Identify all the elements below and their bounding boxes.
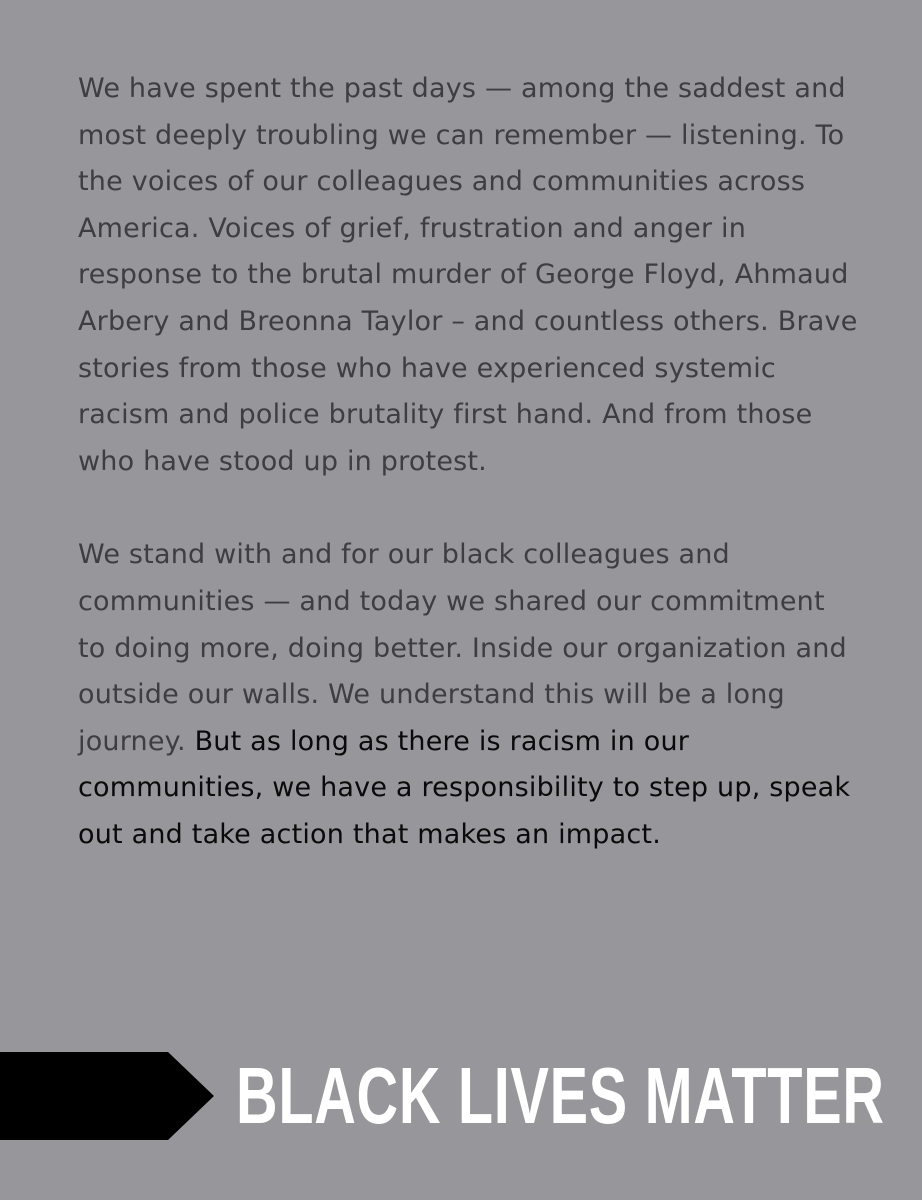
arrow-pointer-icon xyxy=(0,1052,220,1140)
black-lives-matter-heading: BLACK LIVES MATTER xyxy=(236,1051,885,1140)
statement-paragraph-2 xyxy=(78,532,858,858)
statement-paragraph-1: We have spent the past days — among the saddest and most deeply troubling we can remember — listening. To the voices of our colleagues and communities across America. Voices of grief, frustration and anger in response to the brutal murder of George Floyd, Ahmaud Arbery and Breonna Taylor – and countless others. Brave stories from those who have experienced systemic racism and police brutality first hand. And from those who have stood up in protest. xyxy=(78,73,858,477)
blm-banner xyxy=(0,1050,922,1142)
statement-paragraph-2-regular: We stand with and for our black colleagues and communities — and today we shared our commitment to doing more, doing better. Inside our organization and outside our walls. We understand this will be a long journey. xyxy=(78,539,847,757)
statement-paragraph-2-emphasis: But as long as there is racism in our communities, we have a responsibility to step up, speak out and take action that makes an impact. xyxy=(78,725,851,850)
statement-body xyxy=(78,66,858,859)
